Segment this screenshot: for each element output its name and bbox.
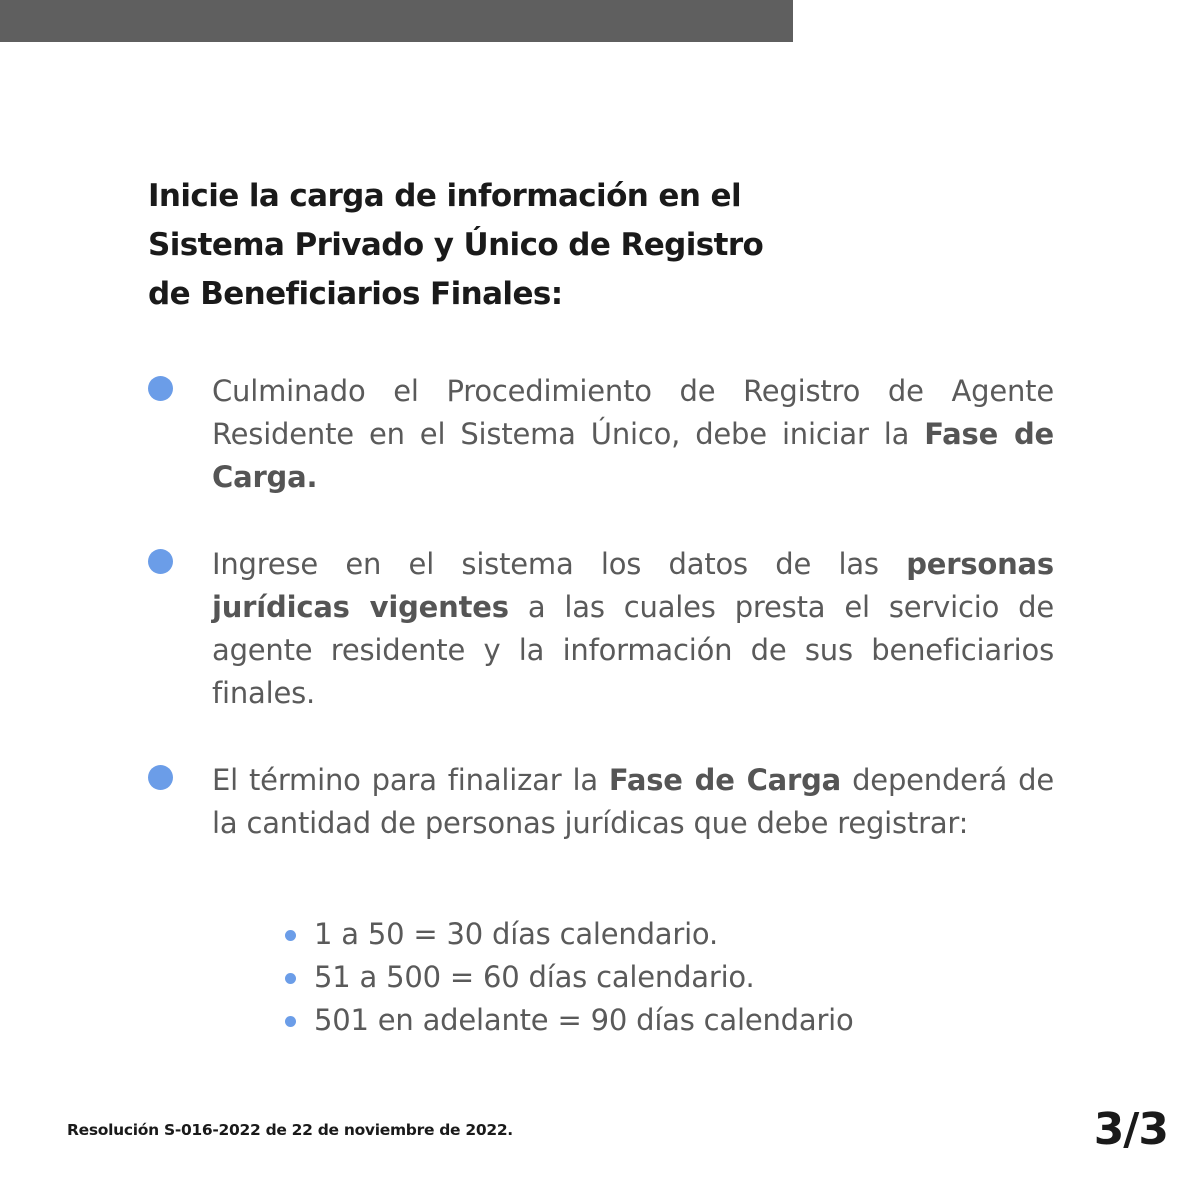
bullet-text-part: Culminado el Procedimiento de Registro de Agente Residente en el Sistema Único, debe iniciar la [212, 374, 1054, 451]
bullet-text [212, 370, 1054, 499]
bullet-text [212, 543, 1054, 715]
heading-line-3: de Beneficiarios Finales: [148, 276, 563, 312]
heading-line-1: Inicie la carga de información en el [148, 178, 741, 214]
sublist-item-text: 51 a 500 = 60 días calendario. [314, 960, 755, 994]
resolution-reference: Resolución S-016-2022 de 22 de noviembre de 2022. [67, 1121, 513, 1139]
bullet-text [212, 759, 1054, 845]
sublist-item [285, 913, 985, 956]
sublist-item-text: 1 a 50 = 30 días calendario. [314, 917, 718, 951]
bullet-dot-icon [148, 376, 173, 401]
page-heading [148, 172, 908, 319]
bullet-text-part: dependerá de la cantidad de personas jurídicas que debe registrar: [212, 763, 1054, 840]
sublist-item [285, 956, 985, 999]
bullet-dot-icon [148, 549, 173, 574]
bullet-text-part: Ingrese en el sistema los datos de las [212, 547, 907, 581]
heading-line-2: Sistema Privado y Único de Registro [148, 227, 764, 263]
sublist-item [285, 999, 985, 1042]
bullet-text-bold: Fase de Carga [608, 763, 842, 797]
bullet-dot-icon [148, 765, 173, 790]
sub-bullet-dot-icon [285, 930, 296, 941]
sublist-item-text: 501 en adelante = 90 días calendario [314, 1003, 854, 1037]
deadline-sublist [285, 913, 985, 1042]
top-banner-bar [0, 0, 793, 42]
page-number: 3/3 [1093, 1104, 1168, 1155]
bullet-text-bold: Fase de Carga. [212, 417, 1055, 494]
bullet-text-bold: personas jurídicas vigentes [212, 547, 1054, 624]
sub-bullet-dot-icon [285, 1016, 296, 1027]
sub-bullet-dot-icon [285, 973, 296, 984]
bullet-text-part: a las cuales presta el servicio de agente residente y la información de sus beneficiarios finales. [212, 590, 1054, 710]
bullet-text-part: El término para finalizar la [212, 763, 609, 797]
